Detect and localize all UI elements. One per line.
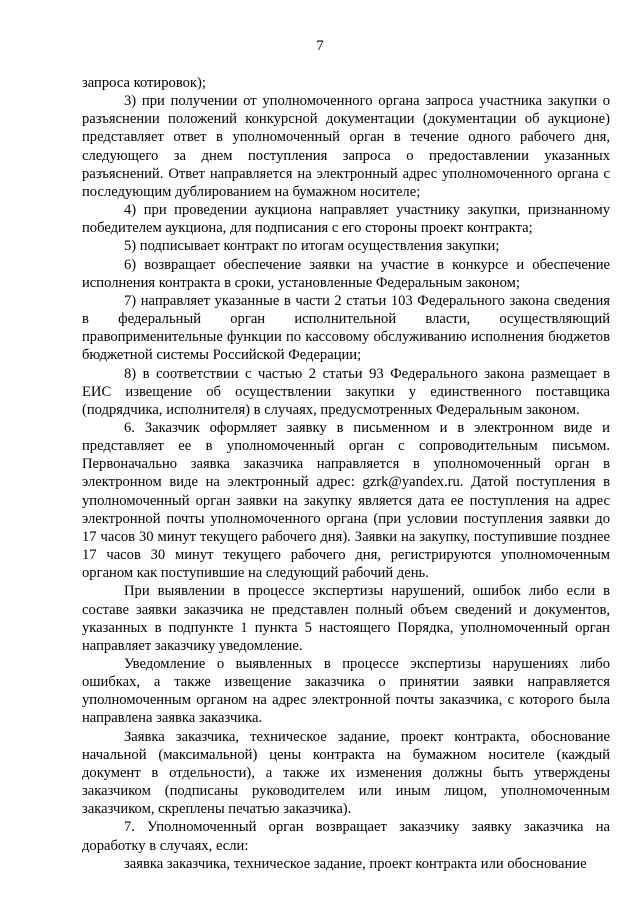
- paragraph-0: запроса котировок);: [82, 75, 206, 91]
- paragraph-3: 5) подписывает контракт по итогам осуществления закупки;: [124, 238, 500, 255]
- paragraph-10: Заявка заказчика, техническое задание, проект контракта, обоснование начальной (максимальной) цены контракта на бумажном носителе (каждый документ в отдельности), а также их изменения должны быть утверждены заказчиком (подписаны руководителем или иным лицом, уполномоченным заказчиком, скреплены печатью заказчика).: [82, 728, 610, 818]
- paragraph-8: При выявлении в процессе экспертизы нарушений, ошибок либо если в составе заявки заказчика не представлен полный объем сведений и документов, указанных в подпункте 1 пункта 5 настоящего Порядка, уполномоченный орган направляет заказчику уведомление.: [82, 583, 610, 654]
- paragraph-5: 7) направляет указанные в части 2 статьи 103 Федерального закона сведения в федеральный орган исполнительной власти, осуществляющий правоприменительные функции по кассовому обслуживанию исполнения бюджетов бюджетной системы Российской Федерации;: [82, 292, 610, 364]
- paragraph-12: заявка заказчика, техническое задание, проект контракта или обоснование: [124, 855, 587, 872]
- paragraph-1: 3) при получении от уполномоченного органа запроса участника закупки о разъяснении положений конкурсной документации (документации об аукционе) представляет ответ в уполномоченный орган в течение одного рабочего дня, следующего за днем поступления запроса о предоставлении указанных разъяснений. Ответ направляется на электронный адрес уполномоченного органа с последующим дублированием на бумажном носителе;: [82, 93, 610, 200]
- paragraph-6: 8) в соответствии с частью 2 статьи 93 Федерального закона размещает в ЕИС извещение об осуществлении закупки у единственного поставщика (подрядчика, исполнителя) в случаях, предусмотренных Федеральным законом.: [82, 365, 610, 418]
- paragraph-11: 7. Уполномоченный орган возвращает заказчику заявку заказчика на доработку в случаях, если:: [82, 819, 610, 854]
- document-body: [82, 74, 610, 873]
- paragraph-7: 6. Заказчик оформляет заявку в письменном и в электронном виде и представляет ее в уполномоченный орган с сопроводительным письмом. Первоначально заявка заказчика направляется в уполномоченный орган в электронном виде на электронный адрес: gzrk@yandex.ru. Датой поступления в уполномоченный орган заявки на закупку является дата ее поступления на адрес электронной почты уполномоченного органа (при условии поступления заявки до 17 часов 30 минут текущего рабочего дня). Заявки на закупку, поступившие позднее 17 часов 30 минут текущего рабочего дня, регистрируются уполномоченным органом как поступившие на следующий рабочий день.: [82, 419, 610, 582]
- paragraph-2: 4) при проведении аукциона направляет участнику закупки, признанному победителем аукциона, для подписания с его стороны проект контракта;: [82, 202, 610, 237]
- page-number: 7: [316, 38, 324, 54]
- paragraph-9: Уведомление о выявленных в процессе экспертизы нарушениях либо ошибках, а также извещение заказчика о принятии заявки направляется уполномоченным органом на адрес электронной почты заказчика, с которого была направлена заявка заказчика.: [82, 656, 610, 727]
- paragraph-4: 6) возвращает обеспечение заявки на участие в конкурсе и обеспечение исполнения контракта в сроки, установленные Федеральным законом;: [82, 256, 610, 291]
